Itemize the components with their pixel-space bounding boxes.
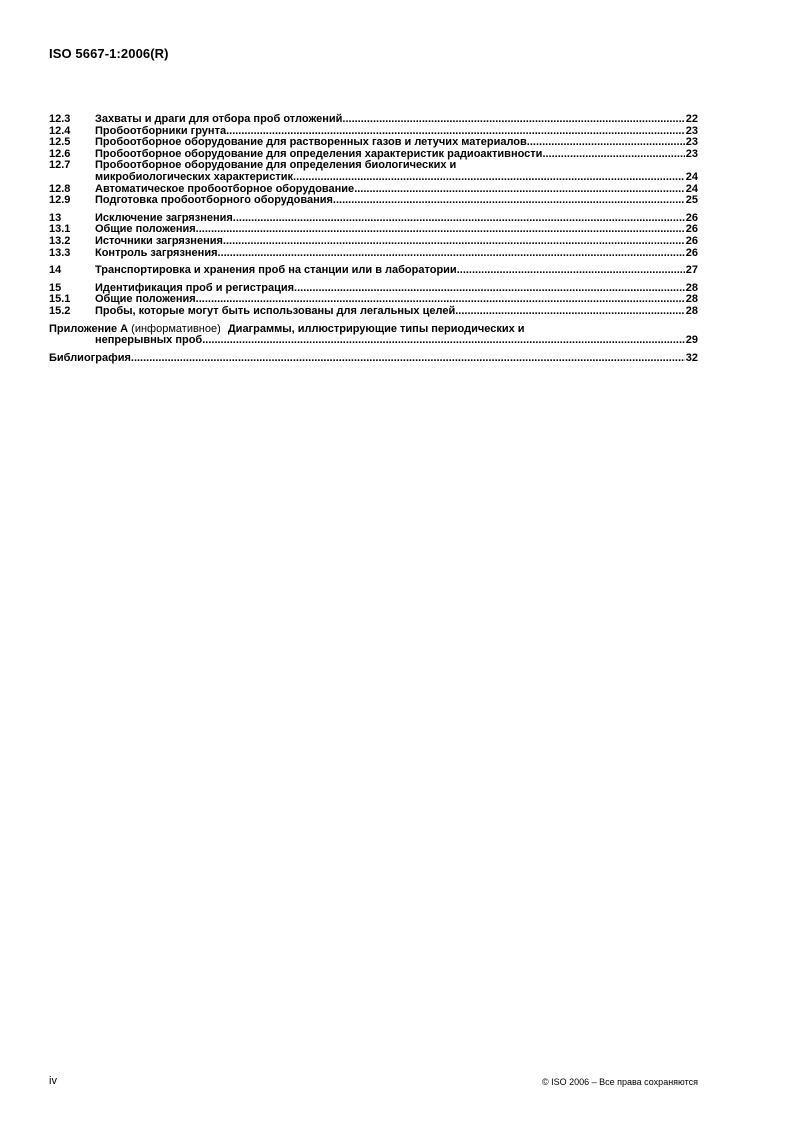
annex-title-line1: Диаграммы, иллюстрирующие типы периодических и	[227, 322, 525, 335]
toc-page: 28	[685, 293, 698, 306]
toc-number: 12.9	[49, 194, 71, 207]
footer-page-number: iv	[49, 1075, 57, 1087]
toc-page: 29	[685, 334, 698, 347]
toc-number: 12.8	[49, 182, 71, 195]
toc-title: Транспортировка и хранения проб на станции или в лаборатории	[95, 264, 457, 277]
toc-number: 15	[49, 281, 62, 294]
toc-title: Подготовка пробоотборного оборудования	[95, 194, 333, 207]
toc-page: 26	[685, 246, 698, 259]
toc-page: 27	[685, 264, 698, 277]
table-of-contents	[49, 114, 698, 364]
toc-leader	[202, 335, 685, 347]
toc-leader	[223, 236, 685, 248]
toc-title: Идентификация проб и регистрация	[95, 281, 295, 294]
toc-leader	[293, 172, 685, 184]
toc-number: 15.1	[49, 293, 71, 306]
toc-page: 22	[685, 113, 698, 125]
toc-entry-13-3[interactable]	[49, 248, 698, 260]
toc-title-line1: Пробоотборное оборудование для определения биологических и	[95, 159, 457, 172]
toc-number: 13.2	[49, 234, 71, 247]
toc-page: 26	[685, 234, 698, 247]
toc-number: 13.3	[49, 246, 71, 259]
toc-title: Библиография	[49, 351, 131, 364]
toc-leader	[542, 149, 684, 161]
toc-number: 12.7	[49, 159, 71, 172]
toc-title: Контроль загрязнения	[95, 246, 218, 259]
toc-number: 12.6	[49, 147, 71, 160]
toc-title: Общие положения	[95, 293, 196, 306]
toc-leader	[342, 114, 684, 126]
annex-label: Приложение А	[49, 322, 129, 335]
toc-page: 26	[685, 211, 698, 224]
toc-page: 23	[685, 124, 698, 137]
toc-entry-annex-a[interactable]	[49, 324, 698, 347]
toc-title: Общие положения	[95, 223, 196, 236]
toc-leader	[218, 248, 685, 260]
footer-copyright: © ISO 2006 – Все права сохраняются	[541, 1077, 698, 1087]
toc-leader	[455, 306, 685, 318]
toc-leader	[294, 283, 685, 295]
toc-page: 23	[685, 147, 698, 160]
toc-title: Автоматическое пробоотборное оборудование	[95, 182, 355, 195]
toc-number: 15.2	[49, 304, 71, 317]
toc-page: 24	[685, 170, 698, 183]
toc-entry-12-9[interactable]	[49, 195, 698, 207]
toc-entry-12-3[interactable]	[49, 114, 698, 126]
toc-number: 13.1	[49, 223, 71, 236]
toc-page: 28	[685, 281, 698, 294]
toc-page: 23	[685, 136, 698, 149]
toc-leader	[457, 265, 685, 277]
toc-entry-13-2[interactable]	[49, 236, 698, 248]
toc-leader	[131, 353, 685, 365]
toc-title: Захваты и драги для отбора проб отложений	[95, 113, 343, 125]
toc-entry-14[interactable]	[49, 265, 698, 277]
toc-title: Пробоотборное оборудование для определения характеристик радиоактивности	[95, 147, 543, 160]
toc-number: 12.5	[49, 136, 71, 149]
toc-title: микробиологических характеристик	[95, 170, 294, 183]
toc-entry-bibliography[interactable]	[49, 353, 698, 365]
toc-leader	[233, 213, 685, 225]
toc-page: 24	[685, 182, 698, 195]
toc-page: 32	[685, 351, 698, 364]
toc-number: 12.3	[49, 113, 71, 125]
toc-page: 26	[685, 223, 698, 236]
document-header: ISO 5667-1:2006(R)	[49, 46, 169, 61]
toc-title: Пробоотборники грунта	[95, 124, 227, 137]
toc-number: 13	[49, 211, 62, 224]
toc-leader	[196, 224, 685, 236]
toc-page: 25	[685, 194, 698, 207]
toc-title: Пробоотборное оборудование для растворенных газов и летучих материалов	[95, 136, 527, 149]
toc-entry-15-2[interactable]	[49, 306, 698, 318]
toc-page: 28	[685, 304, 698, 317]
toc-title: Пробы, которые могут быть использованы для легальных целей	[95, 304, 456, 317]
toc-leader	[354, 184, 685, 196]
toc-leader	[333, 195, 685, 207]
toc-number: 12.4	[49, 124, 71, 137]
toc-title: Источники загрязнения	[95, 234, 223, 247]
toc-leader	[527, 137, 685, 149]
toc-title: Исключение загрязнения	[95, 211, 233, 224]
toc-title: непрерывных проб	[95, 334, 203, 347]
toc-entry-12-7[interactable]	[49, 160, 698, 183]
annex-qualifier: (информативное)	[131, 322, 221, 335]
toc-number: 14	[49, 264, 62, 277]
